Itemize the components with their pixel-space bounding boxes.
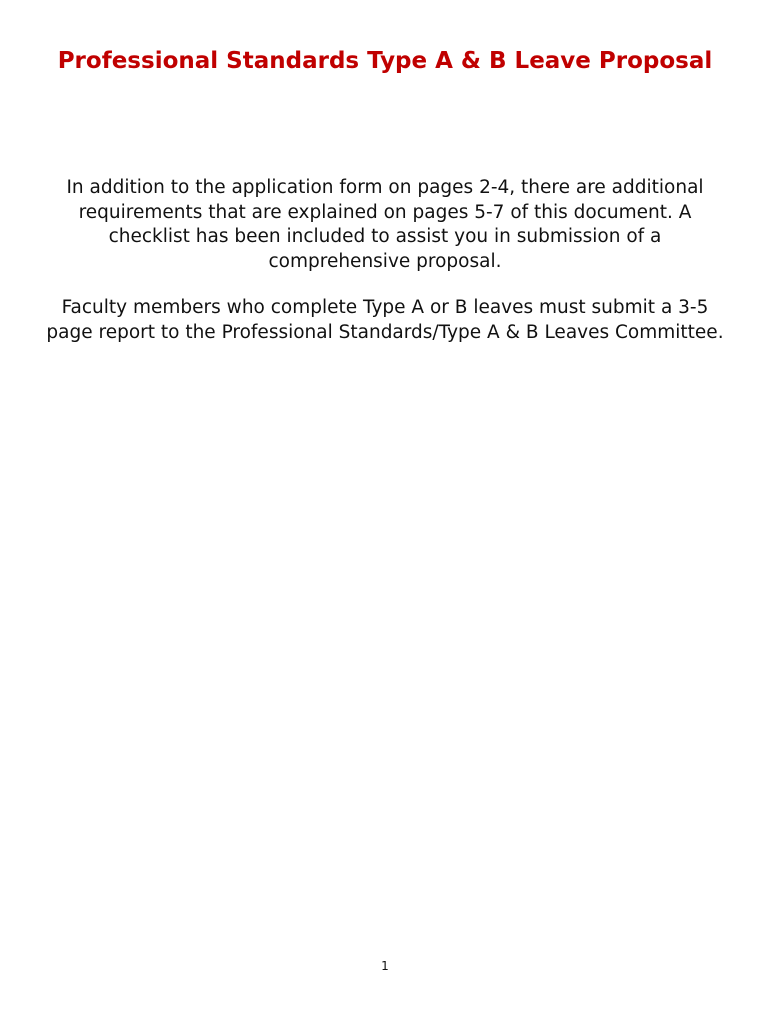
page-number: 1 <box>381 959 389 973</box>
document-title: Professional Standards Type A & B Leave Proposal <box>57 48 713 74</box>
report-requirement-paragraph: Faculty members who complete Type A or B leaves must submit a 3-5 page report to the Professional Standards/Type A & B Leaves Committee. <box>46 297 724 343</box>
intro-paragraph: In addition to the application form on pages 2-4, there are additional requirements that are explained on pages 5-7 of this document. A checklist has been included to assist you in submission of a comprehensive proposal. <box>66 177 704 272</box>
